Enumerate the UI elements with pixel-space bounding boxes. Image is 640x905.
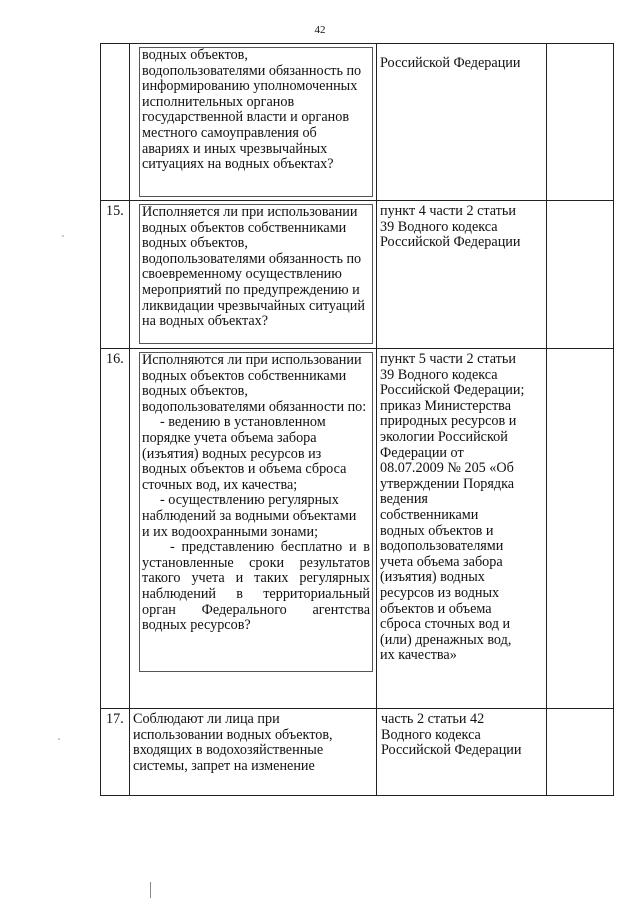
law-line: Российской Федерации <box>380 55 521 71</box>
scan-mark <box>150 882 151 898</box>
question-line: - осуществлению регулярных <box>160 492 339 509</box>
question-line: на водных объектах? <box>142 313 269 330</box>
table-row <box>101 201 614 349</box>
question-cell <box>130 44 377 201</box>
question-line: Исполняются ли при использовании <box>142 352 362 368</box>
law-line: (или) дренажных вод, <box>380 631 512 648</box>
law-line: Российской Федерации <box>380 234 521 251</box>
table-row <box>101 44 614 201</box>
question-line: установленные сроки результатов <box>142 554 370 571</box>
question-line: авариях и иных чрезвычайных <box>142 140 328 157</box>
question-line: наблюдений в территориальный <box>142 585 370 602</box>
note-cell <box>547 44 614 201</box>
note-cell <box>547 349 614 709</box>
law-line: часть 2 статьи 42 <box>381 711 485 727</box>
scan-speck <box>62 235 64 237</box>
law-line: Федерации от <box>380 444 464 461</box>
scan-speck <box>58 738 60 740</box>
question-line: водных объектов, <box>142 47 248 63</box>
law-line: Российской Федерации; <box>380 382 525 399</box>
law-line: водопользователями <box>380 538 504 555</box>
question-line: порядке учета объема забора <box>142 429 317 446</box>
question-line: водных объектов собственниками <box>142 219 347 236</box>
table-row <box>101 349 614 709</box>
question-line: ликвидации чрезвычайных ситуаций <box>142 297 365 314</box>
question-line: исполнительных органов <box>142 93 295 110</box>
question-cell <box>130 349 377 709</box>
law-line: (изъятия) водных <box>380 569 485 586</box>
law-line: их качества» <box>380 647 457 664</box>
law-line: Российской Федерации <box>381 742 522 759</box>
question-line: системы, запрет на изменение <box>133 757 315 774</box>
question-line: такого учета и таких регулярных <box>142 570 370 587</box>
page-number: 42 <box>314 24 326 36</box>
row-number: 16. <box>101 349 130 709</box>
question-line: информированию уполномоченных <box>142 78 358 95</box>
note-cell <box>547 201 614 349</box>
question-line: и их водоохранными зонами; <box>142 523 319 540</box>
question-line: - ведению в установленном <box>160 414 326 431</box>
question-line: Соблюдают ли лица при <box>133 711 280 727</box>
law-line: природных ресурсов и <box>380 413 517 430</box>
law-line: ведения <box>380 491 428 508</box>
question-line: сточных вод, их качества; <box>142 476 298 493</box>
law-line: сброса сточных вод и <box>380 616 511 633</box>
question-line: государственной власти и органов <box>142 109 350 126</box>
question-line: использовании водных объектов, <box>133 726 333 743</box>
law-line: 39 Водного кодекса <box>380 366 498 383</box>
question-line: (изъятия) водных ресурсов из <box>142 445 322 462</box>
law-line: собственниками <box>380 506 479 523</box>
requirements-table <box>100 43 614 796</box>
legal-basis-cell <box>377 709 547 796</box>
law-line: утверждении Порядка <box>380 475 515 492</box>
law-line: учета объема забора <box>380 553 503 570</box>
question-line: наблюдений за водными объектами <box>142 507 357 524</box>
question-line: местного самоуправления об <box>142 124 317 141</box>
question-cell <box>130 201 377 349</box>
law-line: приказ Министерства <box>380 397 511 414</box>
row-number <box>101 44 130 201</box>
question-line: водных объектов и объема сброса <box>142 461 347 478</box>
question-line: водных объектов, <box>142 235 248 252</box>
question-line: ситуациях на водных объектах? <box>142 156 334 173</box>
question-line: водных ресурсов? <box>142 617 251 634</box>
law-line: пункт 4 части 2 статьи <box>380 203 516 219</box>
question-line: своевременному осуществлению <box>142 266 342 283</box>
law-line: пункт 5 части 2 статьи <box>380 351 516 367</box>
question-line: Исполняется ли при использовании <box>142 204 358 220</box>
question-line: входящих в водохозяйственные <box>133 742 324 759</box>
law-line: 08.07.2009 № 205 «Об <box>380 460 514 477</box>
note-cell <box>547 709 614 796</box>
law-line: экологии Российской <box>380 428 508 445</box>
law-line: 39 Водного кодекса <box>380 218 498 235</box>
question-cell <box>130 709 377 796</box>
row-number: 17. <box>101 709 130 796</box>
question-line: водных объектов собственниками <box>142 367 347 384</box>
law-line: ресурсов из водных <box>380 584 500 601</box>
legal-basis-cell <box>377 349 547 709</box>
question-line: мероприятий по предупреждению и <box>142 281 360 298</box>
question-line: водопользователями обязанность по <box>142 62 362 79</box>
question-line: водопользователями обязанность по <box>142 250 362 267</box>
row-number: 15. <box>101 201 130 349</box>
law-line: Водного кодекса <box>381 726 481 743</box>
question-line: водопользователями обязанности по: <box>142 398 367 415</box>
question-line: орган Федерального агентства <box>142 601 370 618</box>
law-line: объектов и объема <box>380 600 492 617</box>
law-line: водных объектов и <box>380 522 494 539</box>
legal-basis-cell <box>377 201 547 349</box>
legal-basis-cell <box>377 44 547 201</box>
question-line: - представлению бесплатно и в <box>170 539 370 556</box>
question-line: водных объектов, <box>142 383 248 400</box>
table-row <box>101 709 614 796</box>
